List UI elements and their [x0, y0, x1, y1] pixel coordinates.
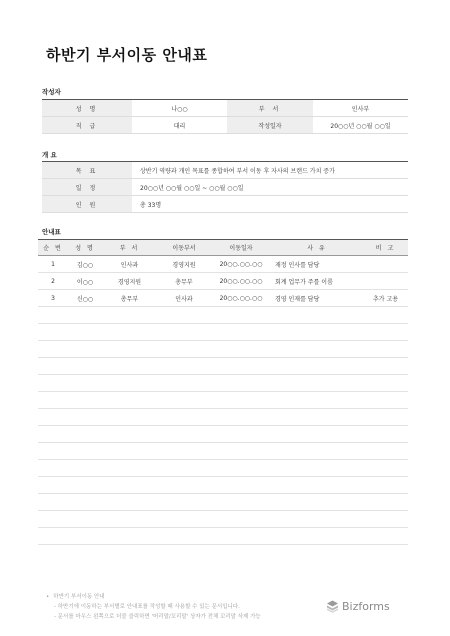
cell-no[interactable]: [38, 426, 68, 443]
cell-date[interactable]: 20○○.○○.○○: [211, 273, 271, 290]
cell-dept[interactable]: [102, 443, 157, 460]
col-header-name: 성 명: [68, 240, 102, 256]
cell-new-dept[interactable]: [157, 375, 211, 392]
cell-date[interactable]: [211, 324, 271, 341]
empty-table-row: [38, 528, 408, 545]
author-row-1: [42, 100, 408, 117]
empty-table-row: [38, 392, 408, 409]
cell-name[interactable]: [68, 341, 102, 358]
cell-new-dept[interactable]: 총무부: [157, 273, 211, 290]
footer-notes: • 하반기 부서이동 안내 - 하반기에 이동하는 부서별로 안내표를 작성할 때 사용할 수 있는 문서입니다. - 문서를 마우스 왼쪽으로 더블 클릭하면 '머리말/꼬리말' 상자가 전체 꼬리말 삭제 가능: [46, 594, 261, 620]
cell-dept[interactable]: [102, 324, 157, 341]
cell-note[interactable]: [363, 511, 408, 528]
cell-note[interactable]: [363, 443, 408, 460]
cell-date[interactable]: [211, 460, 271, 477]
cell-no[interactable]: [38, 358, 68, 375]
cell-reason[interactable]: [271, 341, 363, 358]
cell-new-dept[interactable]: [157, 307, 211, 324]
guide-header-row: [38, 240, 408, 256]
headcount-value[interactable]: 총 33명: [132, 196, 408, 213]
cell-dept[interactable]: [102, 511, 157, 528]
cell-no[interactable]: 2: [38, 273, 68, 290]
cell-note[interactable]: 추가 고용: [363, 290, 408, 307]
name-label: 성 명: [42, 100, 132, 117]
cell-no[interactable]: [38, 341, 68, 358]
col-header-no: 순 번: [38, 240, 68, 256]
cell-dept[interactable]: 총무부: [102, 290, 157, 307]
col-header-dept: 부 서: [102, 240, 157, 256]
cell-name[interactable]: [68, 511, 102, 528]
cell-new-dept[interactable]: [157, 409, 211, 426]
cell-name[interactable]: [68, 392, 102, 409]
cell-date[interactable]: [211, 528, 271, 545]
empty-table-row: [38, 494, 408, 511]
author-table: [42, 99, 408, 134]
table-row: [38, 290, 408, 307]
cell-new-dept[interactable]: [157, 477, 211, 494]
cell-name[interactable]: [68, 358, 102, 375]
cell-note[interactable]: [363, 256, 408, 273]
cell-dept[interactable]: [102, 494, 157, 511]
cell-date[interactable]: [211, 341, 271, 358]
cell-dept[interactable]: [102, 375, 157, 392]
overview-row: [42, 162, 408, 179]
cell-note[interactable]: [363, 460, 408, 477]
cell-no[interactable]: [38, 494, 68, 511]
cell-new-dept[interactable]: [157, 511, 211, 528]
cell-name[interactable]: [68, 443, 102, 460]
empty-table-row: [38, 375, 408, 392]
cell-date[interactable]: 20○○.○○.○○: [211, 290, 271, 307]
cell-reason[interactable]: [271, 324, 363, 341]
footer-line-3: - 문서를 마우스 왼쪽으로 더블 클릭하면 '머리말/꼬리말' 상자가 전체 꼬리말 삭제 가능: [54, 614, 261, 620]
empty-table-row: [38, 443, 408, 460]
cell-date[interactable]: [211, 358, 271, 375]
cell-reason[interactable]: 재정 인사를 담당: [271, 256, 363, 273]
cell-no[interactable]: [38, 409, 68, 426]
cell-no[interactable]: [38, 307, 68, 324]
empty-table-row: [38, 426, 408, 443]
schedule-value[interactable]: 20○○년 ○○월 ○○일 ~ ○○월 ○○일: [132, 179, 408, 196]
cell-name[interactable]: [68, 528, 102, 545]
bizforms-logo-text: Bizforms: [342, 600, 390, 613]
cell-dept[interactable]: [102, 358, 157, 375]
footer-line-2: - 하반기에 이동하는 부서별로 안내표를 작성할 때 사용할 수 있는 문서입니다.: [54, 604, 240, 610]
col-header-note: 비 고: [363, 240, 408, 256]
cell-note[interactable]: [363, 375, 408, 392]
cell-dept[interactable]: [102, 409, 157, 426]
overview-row: [42, 196, 408, 213]
cell-new-dept[interactable]: [157, 341, 211, 358]
rank-value[interactable]: 대리: [132, 117, 227, 134]
cell-name[interactable]: 이○○: [68, 273, 102, 290]
cell-reason[interactable]: [271, 392, 363, 409]
author-row-2: [42, 117, 408, 134]
date-label: 작성일자: [227, 117, 313, 134]
cell-date[interactable]: [211, 494, 271, 511]
empty-table-row: [38, 460, 408, 477]
bizforms-logo: [326, 600, 390, 613]
dept-label: 부 서: [227, 100, 313, 117]
goal-label: 목 표: [42, 162, 132, 179]
cell-name[interactable]: 김○○: [68, 256, 102, 273]
cell-reason[interactable]: [271, 511, 363, 528]
cell-dept[interactable]: [102, 341, 157, 358]
table-row: [38, 273, 408, 290]
cell-reason[interactable]: [271, 528, 363, 545]
cell-reason[interactable]: [271, 477, 363, 494]
cell-no[interactable]: [38, 392, 68, 409]
cell-no[interactable]: [38, 375, 68, 392]
cell-reason[interactable]: [271, 307, 363, 324]
cell-reason[interactable]: [271, 409, 363, 426]
cell-note[interactable]: [363, 477, 408, 494]
cell-name[interactable]: [68, 477, 102, 494]
cell-no[interactable]: [38, 511, 68, 528]
overview-section-label: 개 요: [42, 151, 57, 159]
cell-date[interactable]: 20○○.○○.○○: [211, 256, 271, 273]
headcount-label: 인 원: [42, 196, 132, 213]
cell-name[interactable]: [68, 324, 102, 341]
cell-dept[interactable]: [102, 528, 157, 545]
bizforms-logo-icon: [326, 600, 339, 613]
cell-no[interactable]: 3: [38, 290, 68, 307]
cell-reason[interactable]: [271, 375, 363, 392]
cell-date[interactable]: [211, 477, 271, 494]
cell-dept[interactable]: [102, 426, 157, 443]
cell-reason[interactable]: 경영 인재를 담당: [271, 290, 363, 307]
cell-note[interactable]: [363, 341, 408, 358]
col-header-reason: 사 유: [271, 240, 363, 256]
cell-new-dept[interactable]: [157, 460, 211, 477]
cell-no[interactable]: [38, 443, 68, 460]
empty-table-row: [38, 409, 408, 426]
cell-no[interactable]: [38, 460, 68, 477]
cell-reason[interactable]: [271, 426, 363, 443]
cell-name[interactable]: [68, 375, 102, 392]
goal-value[interactable]: 상반기 역량과 개인 목표를 종합하여 부서 이동 후 자사의 브랜드 가치 증가: [132, 162, 408, 179]
cell-date[interactable]: [211, 409, 271, 426]
cell-date[interactable]: [211, 443, 271, 460]
rank-label: 직 급: [42, 117, 132, 134]
document-title: 하반기 부서이동 안내표: [46, 46, 208, 64]
cell-no[interactable]: [38, 528, 68, 545]
cell-reason[interactable]: [271, 358, 363, 375]
cell-name[interactable]: [68, 494, 102, 511]
cell-new-dept[interactable]: [157, 426, 211, 443]
cell-dept[interactable]: [102, 307, 157, 324]
empty-table-row: [38, 341, 408, 358]
cell-dept[interactable]: 경영지원: [102, 273, 157, 290]
author-section-label: 작성자: [42, 88, 61, 96]
cell-no[interactable]: [38, 324, 68, 341]
empty-table-row: [38, 324, 408, 341]
dept-value[interactable]: 인사부: [313, 100, 408, 117]
guide-table: [38, 239, 408, 545]
guide-section-label: 안내표: [42, 228, 61, 236]
cell-new-dept[interactable]: [157, 392, 211, 409]
empty-table-row: [38, 358, 408, 375]
cell-dept[interactable]: [102, 460, 157, 477]
cell-reason[interactable]: 회계 업무가 주를 이룸: [271, 273, 363, 290]
overview-table: [42, 161, 408, 213]
cell-date[interactable]: [211, 307, 271, 324]
cell-new-dept[interactable]: [157, 358, 211, 375]
col-header-date: 이동일자: [211, 240, 271, 256]
cell-date[interactable]: [211, 511, 271, 528]
cell-date[interactable]: [211, 392, 271, 409]
cell-note[interactable]: [363, 358, 408, 375]
cell-dept[interactable]: [102, 477, 157, 494]
footer-line-1: 하반기 부서이동 안내: [53, 594, 105, 600]
col-header-new-dept: 이동부서: [157, 240, 211, 256]
cell-name[interactable]: [68, 307, 102, 324]
cell-note[interactable]: [363, 392, 408, 409]
empty-table-row: [38, 477, 408, 494]
cell-new-dept[interactable]: [157, 443, 211, 460]
cell-dept[interactable]: 인사과: [102, 256, 157, 273]
empty-table-row: [38, 511, 408, 528]
cell-new-dept[interactable]: [157, 494, 211, 511]
empty-table-row: [38, 307, 408, 324]
cell-note[interactable]: [363, 426, 408, 443]
cell-note[interactable]: [363, 273, 408, 290]
cell-reason[interactable]: [271, 460, 363, 477]
name-value[interactable]: 나○○: [132, 100, 227, 117]
cell-new-dept[interactable]: [157, 324, 211, 341]
date-value[interactable]: 20○○년 ○○월 ○○일: [313, 117, 408, 134]
overview-row: [42, 179, 408, 196]
cell-name[interactable]: [68, 409, 102, 426]
cell-new-dept[interactable]: 인사과: [157, 290, 211, 307]
cell-note[interactable]: [363, 528, 408, 545]
cell-name[interactable]: 신○○: [68, 290, 102, 307]
cell-note[interactable]: [363, 324, 408, 341]
cell-note[interactable]: [363, 307, 408, 324]
cell-new-dept[interactable]: 경영지원: [157, 256, 211, 273]
cell-note[interactable]: [363, 494, 408, 511]
cell-dept[interactable]: [102, 392, 157, 409]
cell-date[interactable]: [211, 426, 271, 443]
cell-no[interactable]: [38, 477, 68, 494]
cell-reason[interactable]: [271, 494, 363, 511]
table-row: [38, 256, 408, 273]
cell-name[interactable]: [68, 426, 102, 443]
cell-note[interactable]: [363, 409, 408, 426]
cell-date[interactable]: [211, 375, 271, 392]
cell-no[interactable]: 1: [38, 256, 68, 273]
cell-new-dept[interactable]: [157, 528, 211, 545]
cell-name[interactable]: [68, 460, 102, 477]
cell-reason[interactable]: [271, 443, 363, 460]
schedule-label: 일 정: [42, 179, 132, 196]
